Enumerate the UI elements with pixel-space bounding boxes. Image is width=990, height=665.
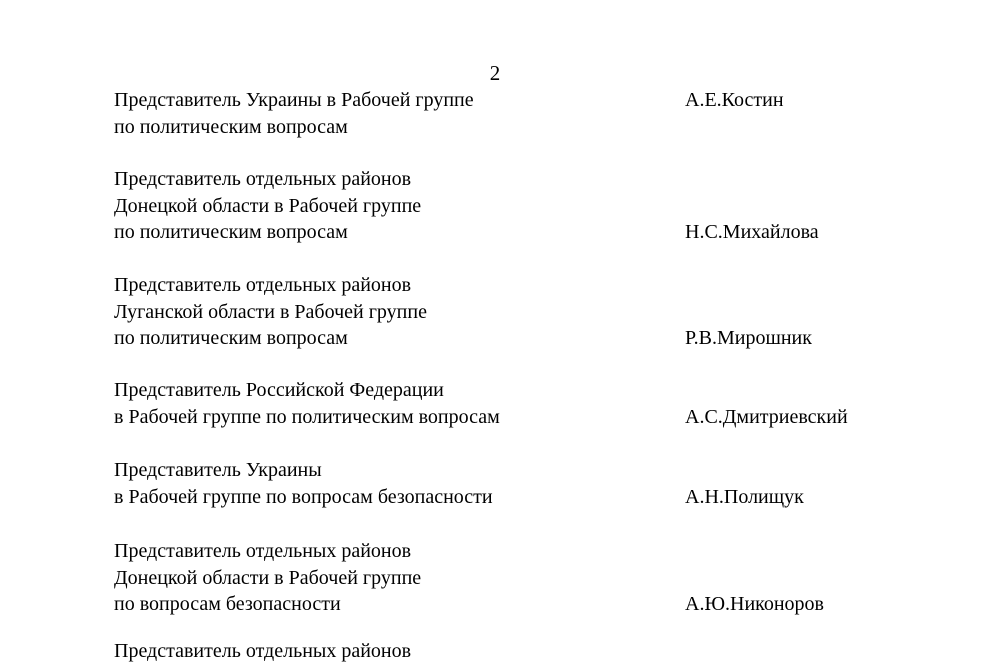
entry-name: А.Ю.Никоноров xyxy=(685,593,824,615)
role-line: Представитель отдельных районов xyxy=(114,168,412,190)
entry-role xyxy=(114,538,674,618)
role-line: Луганской области в Рабочей группе xyxy=(114,300,427,323)
role-line: Представитель отдельных районов xyxy=(114,640,412,662)
entry-role xyxy=(114,166,674,246)
role-line: в Рабочей группе по вопросам безопасности xyxy=(114,485,493,508)
role-line: Представитель Украины xyxy=(114,459,322,481)
page-number: 2 xyxy=(489,61,501,85)
role-line: по политическим вопросам xyxy=(114,115,348,138)
entry-name: А.Н.Полищук xyxy=(685,486,804,508)
role-line: Представитель отдельных районов xyxy=(114,540,412,562)
entry-name: Н.С.Михайлова xyxy=(685,221,819,243)
role-line: Представитель Российской Федерации xyxy=(114,379,444,401)
role-line: Донецкой области в Рабочей группе xyxy=(114,566,422,589)
entry-role xyxy=(114,457,674,510)
role-line: Представитель отдельных районов xyxy=(114,274,412,296)
entry-role xyxy=(114,377,674,430)
role-line: по политическим вопросам xyxy=(114,327,348,349)
entry-name: Р.В.Мирошник xyxy=(685,327,812,349)
role-line: по вопросам безопасности xyxy=(114,593,341,615)
role-line: Представитель Украины в Рабочей группе xyxy=(114,89,474,111)
entry-role xyxy=(114,87,674,140)
entry-role xyxy=(114,638,674,665)
role-line: в Рабочей группе по политическим вопросам xyxy=(114,405,500,428)
entry-name: А.Е.Костин xyxy=(685,89,784,111)
role-line: Донецкой области в Рабочей группе xyxy=(114,194,422,217)
entry-role xyxy=(114,272,674,352)
role-line: по политическим вопросам xyxy=(114,221,348,243)
entry-name: А.С.Дмитриевский xyxy=(685,406,848,428)
